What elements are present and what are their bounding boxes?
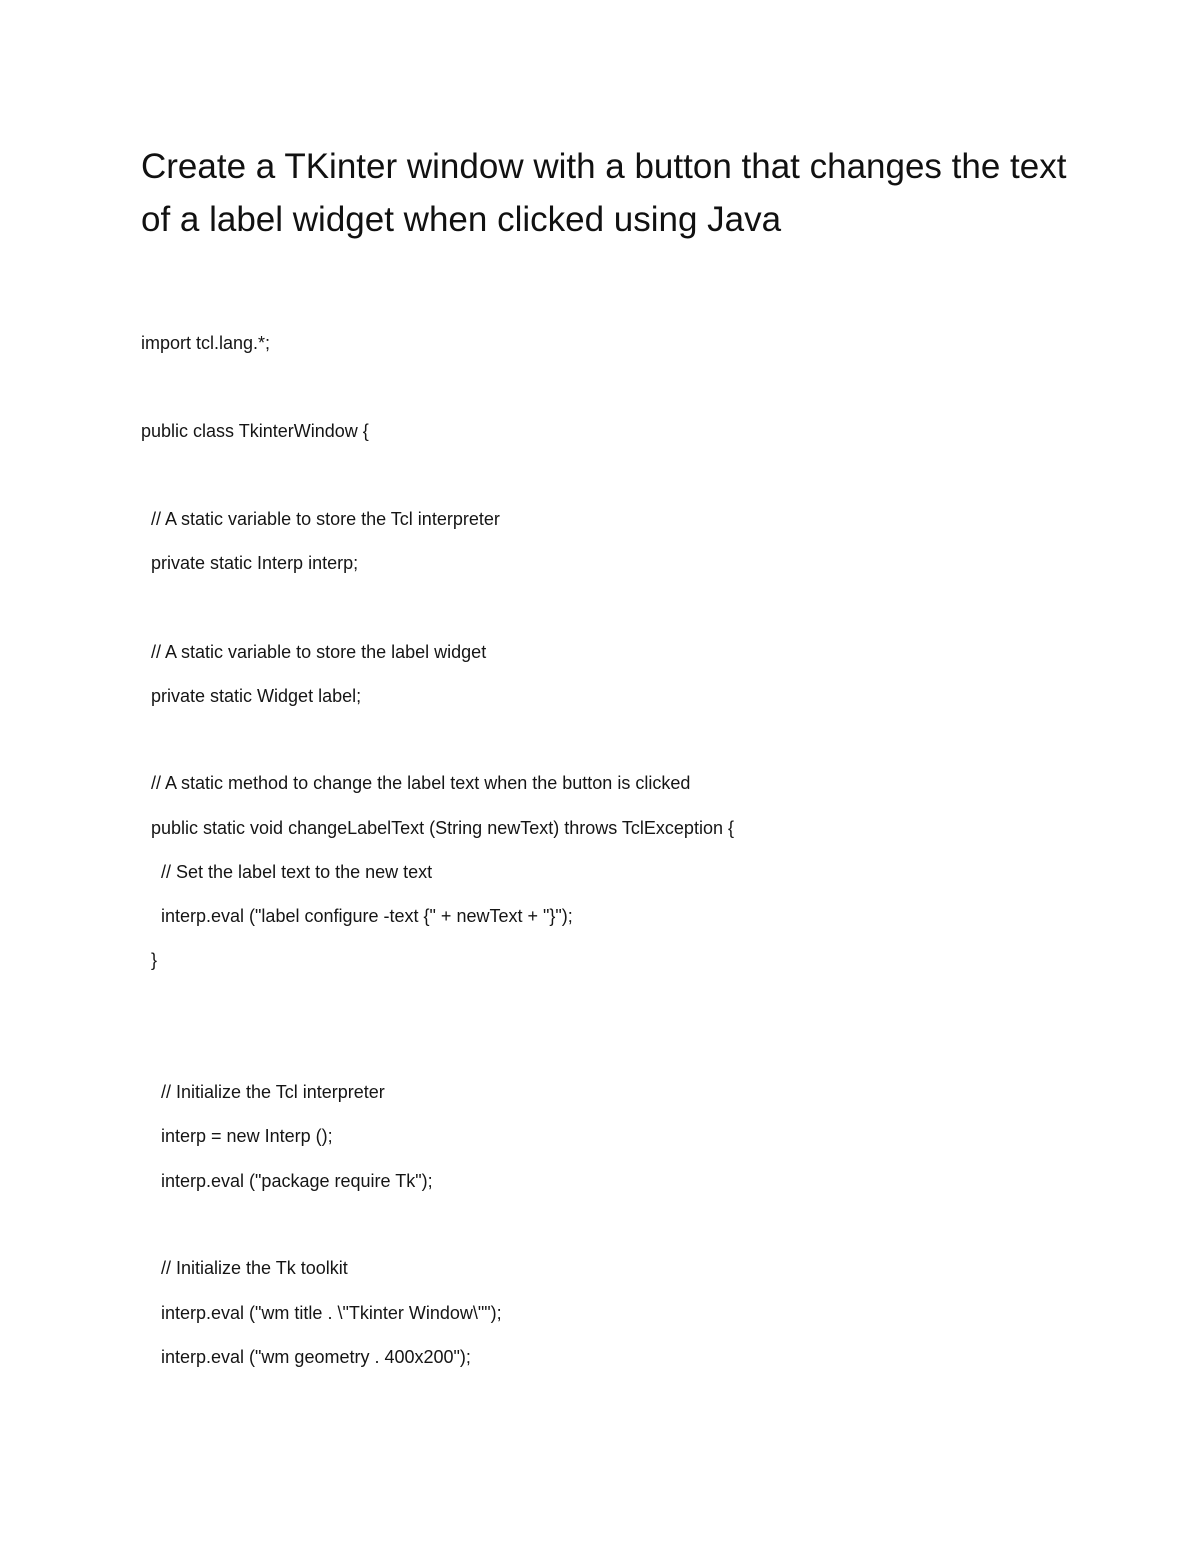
code-line: // Initialize the Tcl interpreter <box>141 1082 385 1102</box>
code-line: interp.eval ("wm geometry . 400x200"); <box>141 1347 471 1367</box>
code-line: interp.eval ("wm title . \"Tkinter Window\""); <box>141 1303 502 1323</box>
code-line: private static Widget label; <box>141 686 362 706</box>
code-line: interp.eval ("package require Tk"); <box>141 1171 433 1191</box>
code-line: import tcl.lang.*; <box>141 333 271 353</box>
code-line: } <box>141 950 158 970</box>
code-line: // Initialize the Tk toolkit <box>141 1258 348 1278</box>
code-line: // A static method to change the label text when the button is clicked <box>141 773 691 793</box>
code-line: interp.eval ("label configure -text {" + newText + "}"); <box>141 906 573 926</box>
code-line: // A static variable to store the label widget <box>141 642 487 662</box>
code-line: // Set the label text to the new text <box>141 862 433 882</box>
code-line: interp = new Interp (); <box>141 1126 333 1146</box>
code-line: private static Interp interp; <box>141 553 359 573</box>
document-title: Create a TKinter window with a button that changes the text of a label widget when clicked using Java <box>141 147 1067 239</box>
code-line: // A static variable to store the Tcl interpreter <box>141 509 500 529</box>
code-line: public static void changeLabelText (String newText) throws TclException { <box>141 818 734 838</box>
code-line: public class TkinterWindow { <box>141 421 369 441</box>
